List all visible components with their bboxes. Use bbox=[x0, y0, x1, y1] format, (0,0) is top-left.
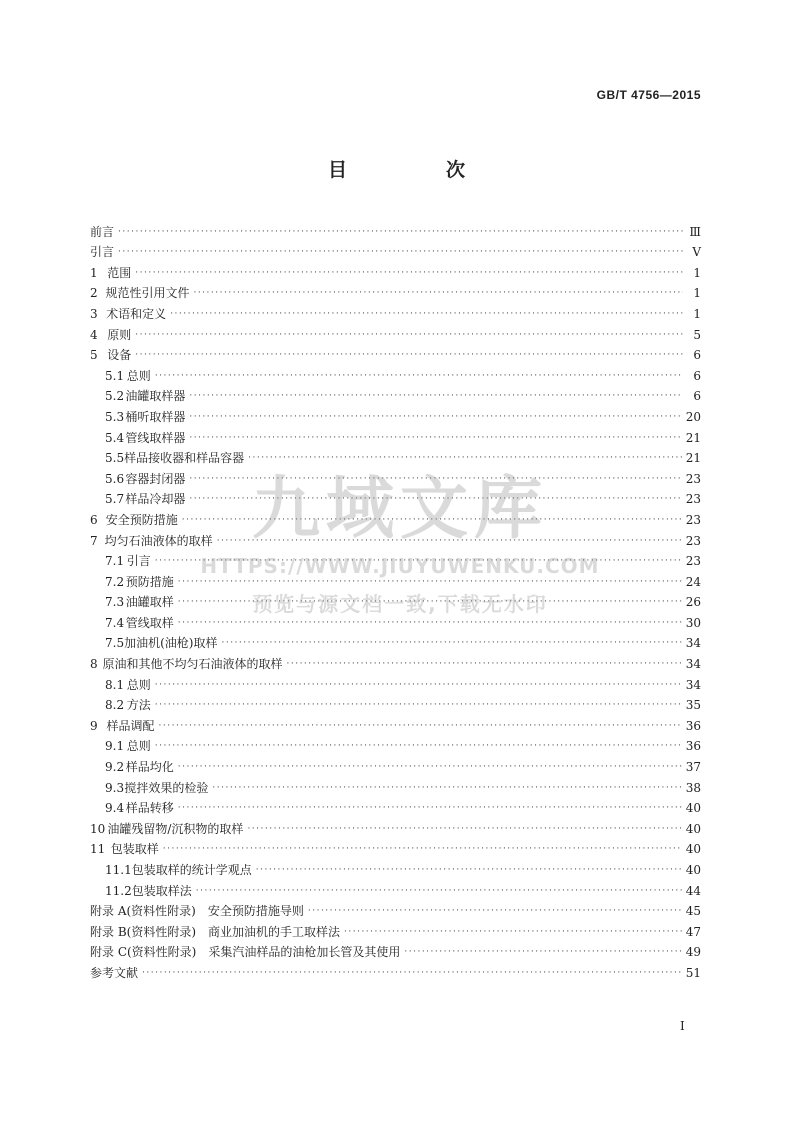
toc-entry-label: 附录 B(资料性附录) 商业加油机的手工取样法 bbox=[90, 924, 340, 939]
toc-leader-dots bbox=[118, 245, 683, 259]
toc-entry[interactable] bbox=[90, 836, 701, 857]
toc-leader-dots bbox=[155, 369, 683, 383]
toc-entry-label: 附录 C(资料性附录) 采集汽油样品的油枪加长管及其使用 bbox=[90, 945, 401, 960]
toc-leader-dots bbox=[135, 328, 683, 342]
toc-leader-dots bbox=[308, 904, 682, 918]
toc-entry[interactable] bbox=[90, 403, 701, 424]
toc-entry-page: 23 bbox=[685, 533, 701, 548]
toc-leader-dots bbox=[221, 636, 681, 650]
toc-entry-number: 7.3 bbox=[105, 595, 125, 610]
toc-leader-dots bbox=[189, 431, 681, 445]
toc-entry-page: 35 bbox=[685, 698, 701, 713]
watermark-name: 九域文库 bbox=[251, 470, 548, 549]
toc-entry[interactable] bbox=[90, 856, 701, 877]
toc-entry-number: 5.5 bbox=[105, 451, 125, 466]
toc-entry-page: 5 bbox=[693, 327, 701, 342]
toc-entry-page: Ⅲ bbox=[689, 224, 701, 239]
toc-entry-page: 1 bbox=[693, 286, 701, 301]
toc-entry-page: 51 bbox=[685, 965, 701, 980]
toc-leader-dots bbox=[155, 739, 682, 753]
toc-entry-number: 7.2 bbox=[105, 574, 125, 589]
toc-entry-label: 样品冷却器 bbox=[125, 492, 186, 507]
toc-entry-number: 9.3 bbox=[105, 780, 125, 795]
toc-leader-dots bbox=[256, 863, 682, 877]
toc-entry[interactable] bbox=[90, 239, 701, 260]
toc-entry-page: Ⅴ bbox=[692, 245, 701, 260]
toc-leader-dots bbox=[135, 348, 683, 362]
toc-entry[interactable] bbox=[90, 692, 701, 713]
toc-entry-page: 40 bbox=[685, 821, 701, 836]
toc-leader-dots bbox=[286, 657, 681, 671]
toc-entry-number: 10 bbox=[90, 821, 106, 836]
toc-entry-label: 总则 bbox=[126, 677, 151, 692]
toc-entry-number: 5.4 bbox=[105, 430, 125, 445]
toc-entry-label: 附录 A(资料性附录) 安全预防措施导则 bbox=[90, 904, 304, 919]
toc-entry[interactable] bbox=[90, 630, 701, 651]
toc-entry-label: 方法 bbox=[126, 698, 151, 713]
toc-entry-number: 2 bbox=[90, 286, 98, 301]
toc-entry-label: 引言 bbox=[90, 245, 115, 260]
toc-entry-label: 包装取样 bbox=[110, 842, 159, 857]
toc-leader-dots bbox=[142, 966, 682, 980]
toc-leader-dots bbox=[178, 801, 682, 815]
toc-entry-page: 6 bbox=[693, 389, 701, 404]
toc-leader-dots bbox=[163, 842, 682, 856]
toc-entry-label: 管线取样 bbox=[125, 615, 174, 630]
watermark-url: HTTPS://WWW.JIUYUWENKU.COM bbox=[200, 554, 600, 578]
toc-entry-number: 9.4 bbox=[105, 801, 125, 816]
toc-entry-page: 38 bbox=[685, 780, 701, 795]
toc-entry-number: 9 bbox=[90, 718, 98, 733]
toc-entry-page: 21 bbox=[685, 430, 701, 445]
standard-number: GB/T 4756—2015 bbox=[596, 88, 701, 102]
toc-entry-page: 36 bbox=[685, 718, 701, 733]
toc-entry-number: 9.2 bbox=[105, 760, 125, 775]
toc-entry[interactable] bbox=[90, 383, 701, 404]
toc-entry-page: 20 bbox=[685, 409, 701, 424]
toc-entry-page: 34 bbox=[685, 677, 701, 692]
toc-entry-label: 总则 bbox=[126, 368, 151, 383]
toc-leader-dots bbox=[189, 410, 681, 424]
toc-entry-page: 40 bbox=[685, 842, 701, 857]
toc-entry[interactable] bbox=[90, 445, 701, 466]
toc-entry[interactable] bbox=[90, 280, 701, 301]
toc-entry[interactable] bbox=[90, 815, 701, 836]
toc-entry-number: 11 bbox=[90, 842, 106, 857]
toc-entry-label: 容器封闭器 bbox=[125, 471, 186, 486]
toc-entry-label: 范围 bbox=[107, 265, 132, 280]
toc-entry-page: 45 bbox=[685, 904, 701, 919]
toc-entry-label: 预防措施 bbox=[125, 574, 174, 589]
toc-entry[interactable] bbox=[90, 795, 701, 816]
toc-entry-label: 原则 bbox=[107, 327, 132, 342]
toc-leader-dots bbox=[344, 925, 682, 939]
toc-entry-page: 21 bbox=[685, 451, 701, 466]
toc-entry-number: 5.6 bbox=[105, 471, 125, 486]
toc-leader-dots bbox=[178, 760, 682, 774]
toc-entry-label: 前言 bbox=[90, 224, 115, 239]
toc-entry-number: 7.4 bbox=[105, 615, 125, 630]
toc-entry-label: 加油机(油枪)取样 bbox=[124, 636, 218, 651]
toc-entry-label: 设备 bbox=[107, 348, 132, 363]
toc-entry-number: 4 bbox=[90, 327, 98, 342]
toc-entry-number: 5.1 bbox=[105, 368, 125, 383]
toc-leader-dots bbox=[159, 719, 682, 733]
toc-entry[interactable] bbox=[90, 898, 701, 919]
toc-entry-label: 搅拌效果的检验 bbox=[124, 780, 209, 795]
toc-entry-number: 5.3 bbox=[105, 409, 125, 424]
toc-entry[interactable] bbox=[90, 259, 701, 280]
toc-entry[interactable] bbox=[90, 650, 701, 671]
toc-entry[interactable] bbox=[90, 774, 701, 795]
toc-entry-page: 24 bbox=[685, 574, 701, 589]
toc-entry-page: 23 bbox=[685, 471, 701, 486]
toc-entry-page: 40 bbox=[685, 801, 701, 816]
toc-entry[interactable] bbox=[90, 939, 701, 960]
toc-entry[interactable] bbox=[90, 300, 701, 321]
toc-entry[interactable] bbox=[90, 712, 701, 733]
toc-entry[interactable] bbox=[90, 321, 701, 342]
toc-entry-label: 样品调配 bbox=[106, 718, 155, 733]
toc-leader-dots bbox=[135, 266, 683, 280]
toc-entry-number: 3 bbox=[90, 306, 98, 321]
toc-entry-label: 包装取样的统计学观点 bbox=[131, 863, 252, 877]
toc-entry-page: 34 bbox=[685, 636, 701, 651]
toc-entry-label: 安全预防措施 bbox=[105, 512, 178, 527]
toc-entry-number: 11.1 bbox=[105, 863, 132, 877]
toc-entry-page: 30 bbox=[685, 615, 701, 630]
toc-entry-page: 6 bbox=[693, 368, 701, 383]
toc-leader-dots bbox=[170, 307, 683, 321]
toc-entry-number: 8.1 bbox=[105, 677, 125, 692]
toc-leader-dots bbox=[118, 225, 683, 239]
toc-entry-page: 34 bbox=[685, 657, 701, 672]
toc-entry-label: 参考文献 bbox=[90, 965, 139, 980]
toc-entry-page: 23 bbox=[685, 492, 701, 507]
toc-entry[interactable] bbox=[90, 733, 701, 754]
watermark-notice: 预览与源文档一致,下载无水印 bbox=[252, 592, 548, 616]
toc-entry-number: 9.1 bbox=[105, 739, 125, 754]
toc-entry-page: 23 bbox=[685, 554, 701, 569]
page-title: 目 次 bbox=[327, 159, 505, 181]
toc-entry-page: 1 bbox=[693, 265, 701, 280]
toc-entry-page: 36 bbox=[685, 739, 701, 754]
toc-entry-label: 油罐取样 bbox=[125, 595, 174, 610]
toc-entry[interactable] bbox=[90, 877, 701, 898]
toc-leader-dots bbox=[196, 884, 682, 898]
toc-entry[interactable] bbox=[90, 671, 701, 692]
toc-entry-number: 8.2 bbox=[105, 698, 125, 713]
toc-entry[interactable] bbox=[90, 218, 701, 239]
toc-leader-dots bbox=[193, 286, 683, 300]
toc-entry-number: 7 bbox=[90, 533, 98, 548]
toc-leader-dots bbox=[189, 389, 683, 403]
toc-entry[interactable] bbox=[90, 424, 701, 445]
page-number: I bbox=[680, 1019, 685, 1033]
toc-entry-label: 桶听取样器 bbox=[125, 409, 186, 424]
watermark bbox=[200, 470, 600, 617]
toc-leader-dots bbox=[155, 698, 682, 712]
toc-entry-page: 37 bbox=[685, 760, 701, 775]
toc-entry[interactable] bbox=[90, 959, 701, 980]
toc-entry-number: 6 bbox=[90, 512, 98, 527]
toc-entry-page: 1 bbox=[693, 306, 701, 321]
toc-entry-label: 油罐残留物/沉积物的取样 bbox=[107, 821, 244, 836]
toc-entry[interactable] bbox=[90, 918, 701, 939]
toc-leader-dots bbox=[178, 616, 682, 630]
toc-entry-label: 样品转移 bbox=[125, 801, 174, 816]
toc-entry-label: 总则 bbox=[126, 739, 151, 754]
toc-entry-label: 管线取样器 bbox=[125, 430, 186, 445]
toc-entry-page: 47 bbox=[685, 924, 701, 939]
toc-entry-label: 油罐取样器 bbox=[125, 389, 186, 404]
toc-entry-number: 5 bbox=[90, 348, 98, 363]
toc-entry-number: 5.7 bbox=[105, 492, 125, 507]
toc-entry-page: 44 bbox=[685, 883, 701, 898]
toc-entry-number: 1 bbox=[90, 265, 98, 280]
toc-entry-page: 49 bbox=[685, 945, 701, 960]
toc-leader-dots bbox=[404, 945, 681, 959]
toc-entry-label: 均匀石油液体的取样 bbox=[104, 533, 213, 548]
toc-entry[interactable] bbox=[90, 342, 701, 363]
toc-entry-number: 8 bbox=[90, 657, 98, 672]
toc-entry-page: 40 bbox=[685, 863, 701, 877]
toc-entry-label: 样品均化 bbox=[125, 760, 174, 775]
toc-entry[interactable] bbox=[90, 753, 701, 774]
toc-entry-label: 样品接收器和样品容器 bbox=[124, 451, 245, 466]
toc-entry-number: 7.5 bbox=[105, 636, 125, 651]
toc-leader-dots bbox=[248, 451, 682, 465]
toc-entry-number: 5.2 bbox=[105, 389, 125, 404]
toc-entry-page: 6 bbox=[693, 348, 701, 363]
toc-entry[interactable] bbox=[90, 362, 701, 383]
toc-entry-label: 规范性引用文件 bbox=[105, 286, 190, 301]
toc-entry-label: 原油和其他不均匀石油液体的取样 bbox=[102, 657, 283, 672]
toc-entry-number: 7.1 bbox=[105, 554, 125, 569]
toc-entry-page: 26 bbox=[685, 595, 701, 610]
toc-entry-number: 11.2 bbox=[105, 883, 132, 898]
toc-entry-label: 术语和定义 bbox=[106, 306, 167, 321]
toc-leader-dots bbox=[212, 781, 681, 795]
toc-entry-label: 引言 bbox=[126, 554, 151, 569]
toc-entry-page: 23 bbox=[685, 512, 701, 527]
toc-entry-label: 包装取样法 bbox=[131, 883, 192, 898]
toc-leader-dots bbox=[247, 822, 681, 836]
toc-leader-dots bbox=[155, 678, 682, 692]
